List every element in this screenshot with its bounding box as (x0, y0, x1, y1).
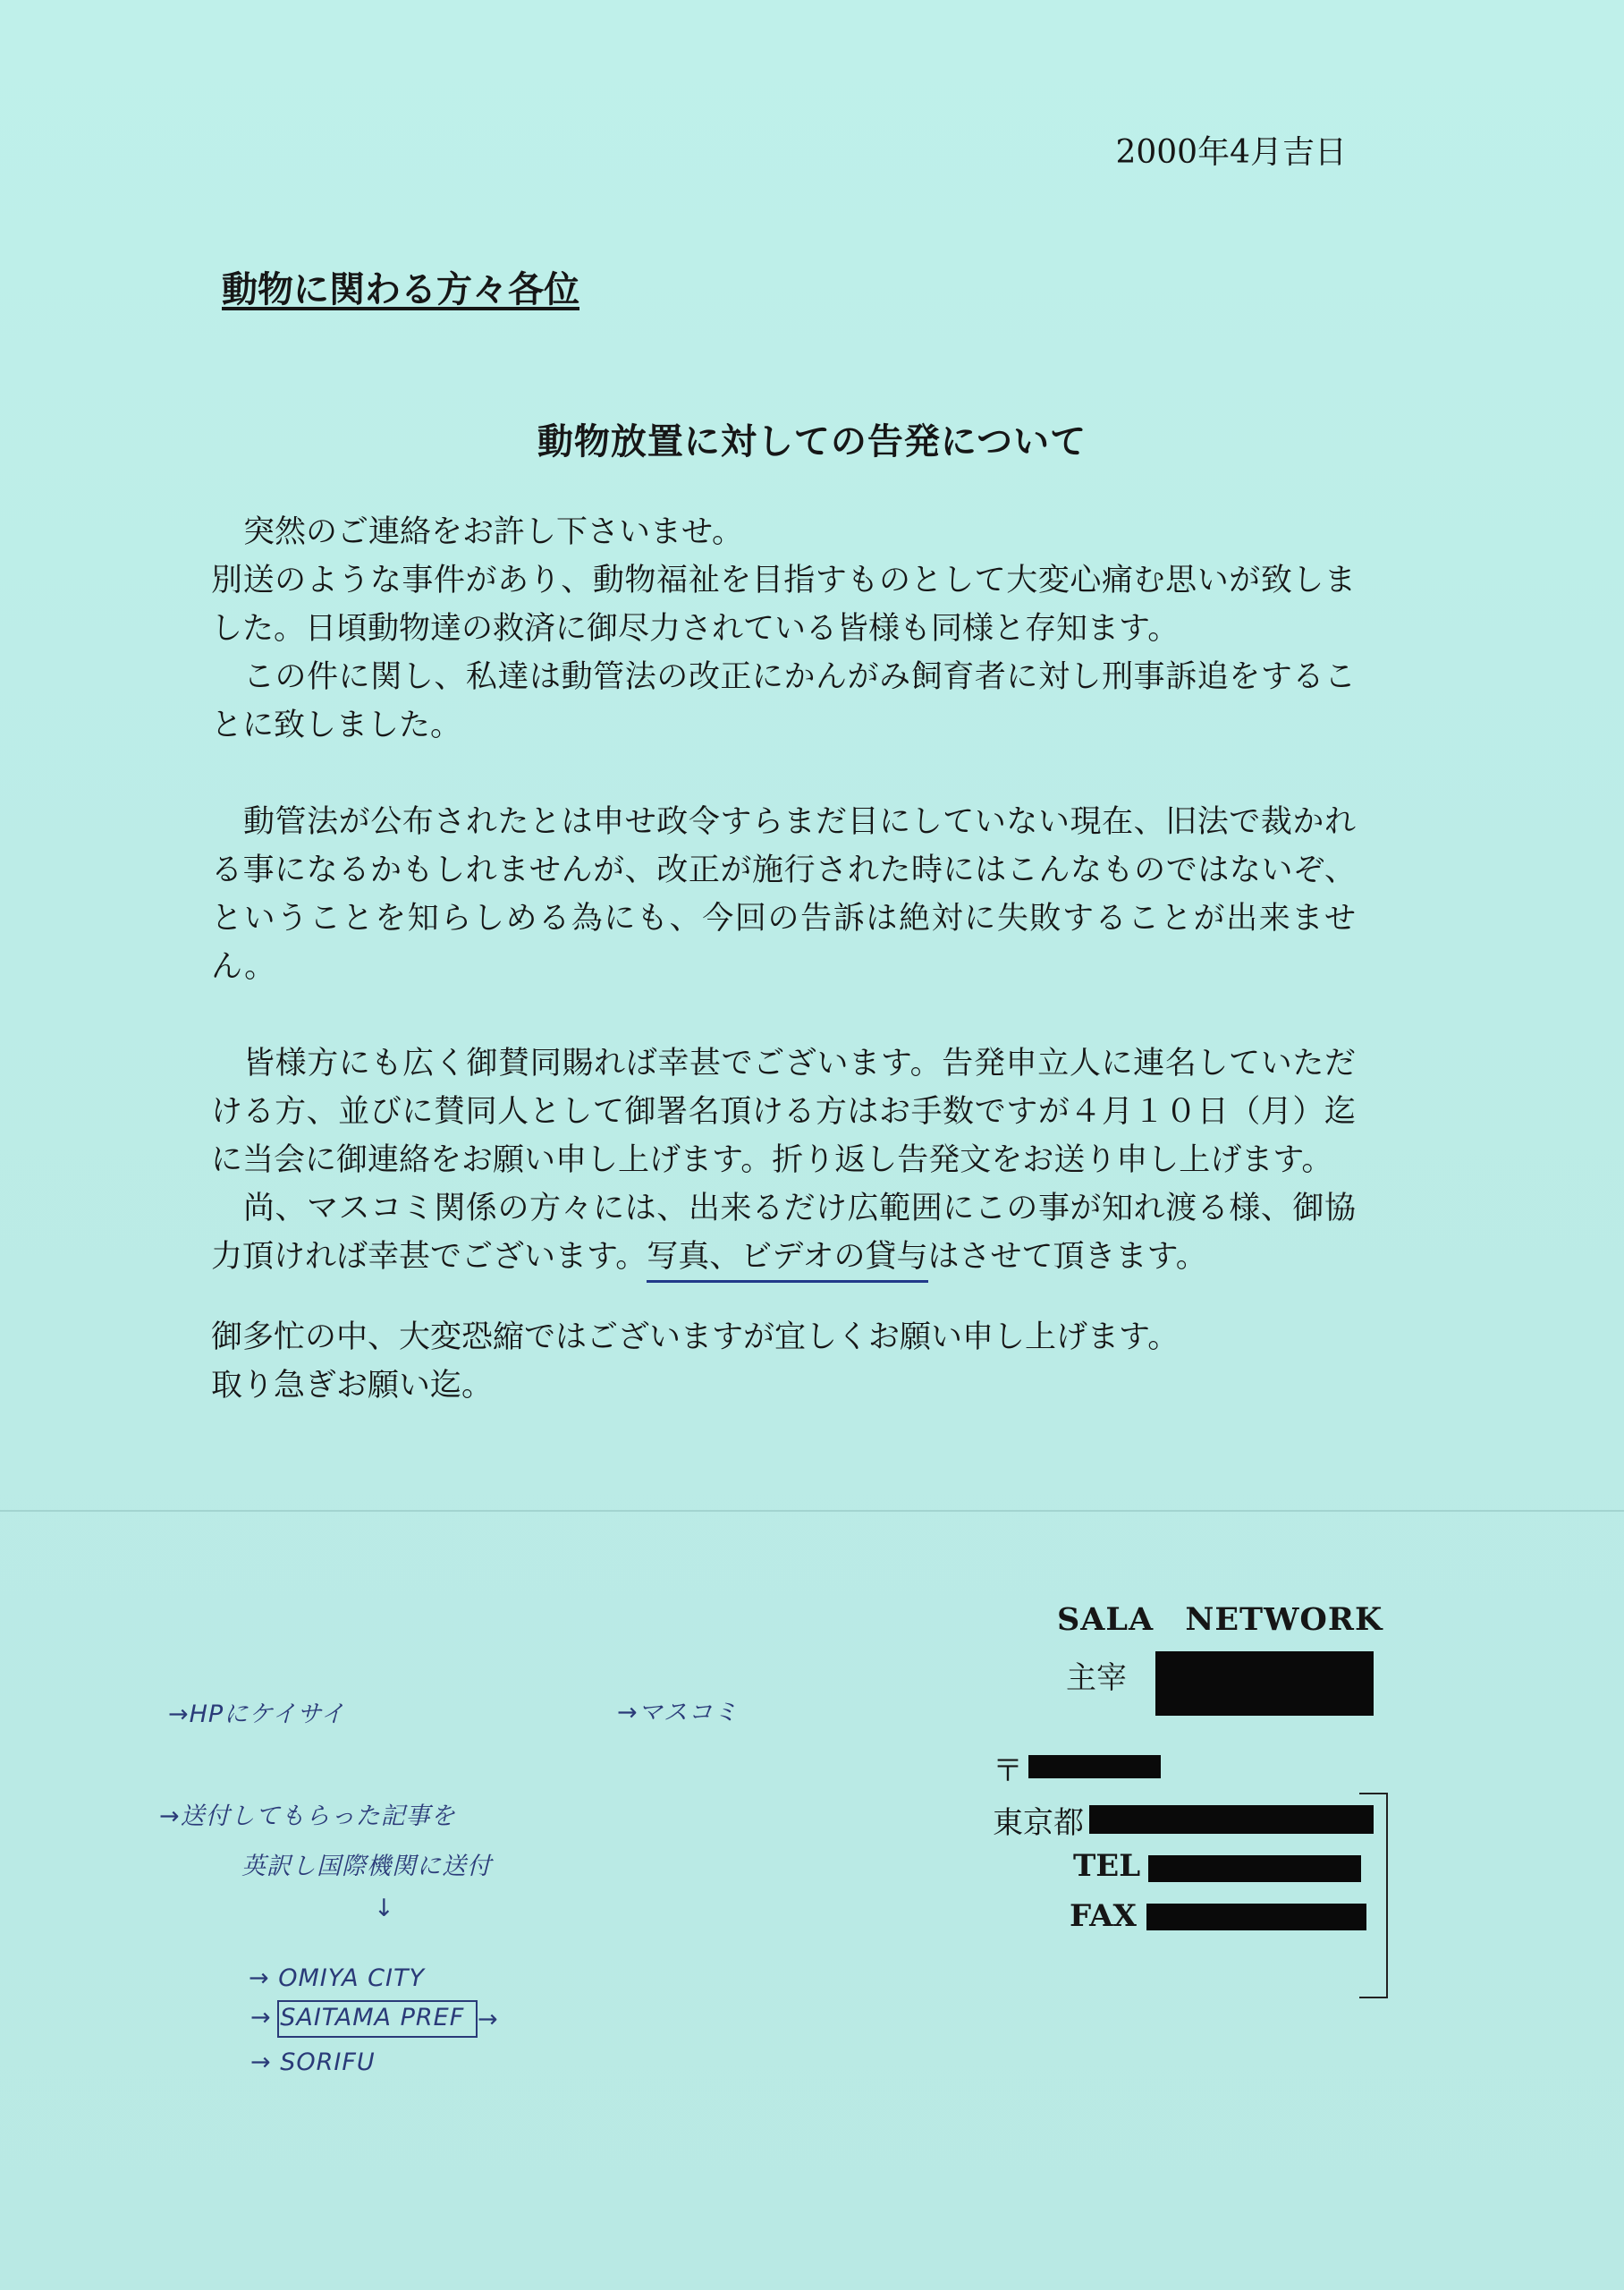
note-hp: →HPにケイサイ (168, 1701, 346, 1728)
note-omiya: → OMIYA CITY (249, 1964, 425, 1992)
paragraph-4: 動管法が公布されたとは申せ政令すらまだ目にしていない現在、旧法で裁かれる事になるかもしれませんが、改正が施行された時にはこんなものではないぞ、ということを知らしめる為にも、今回の告訴は絶対に失敗することが出来ません。 (211, 804, 1356, 985)
note-articles: →送付してもらった記事を (159, 1802, 456, 1830)
sender-role-label: 主宰 (1066, 1660, 1127, 1696)
paragraph-6-text: 尚、マスコミ関係の方々には、出来るだけ広範囲にこの事が知れ渡る様、御協力頂ければ幸甚でございます。 (211, 1191, 1356, 1275)
address-label: 東京都 (993, 1805, 1084, 1841)
note-down-arrow: ↓ (374, 1895, 395, 1922)
paper-fold-line (0, 1510, 1624, 1512)
letter-addressee: 動物に関わる方々各位 (222, 269, 579, 310)
redaction-fax (1146, 1904, 1366, 1930)
paragraph-5: 皆様方にも広く御賛同賜れば幸甚でございます。告発申立人に連名していただける方、並びに賛同人として御署名頂ける方はお手数ですが４月１０日（月）迄に当会に御連絡をお願い申し上げます。折り返し告発文をお送り申し上げます。 (211, 1046, 1357, 1178)
redaction-name (1155, 1651, 1374, 1716)
paragraph-3: この件に関し、私達は動管法の改正にかんがみ飼育者に対し刑事訴追をすることに致しました。 (211, 659, 1356, 743)
postal-label: 〒 (993, 1753, 1023, 1789)
redaction-postal (1028, 1755, 1161, 1778)
note-box-arrow: → (478, 2006, 499, 2033)
paragraph-7: 御多忙の中、大変恐縮ではございますが宜しくお願い申し上げます。 (211, 1319, 1180, 1355)
handwritten-bracket (1359, 1793, 1388, 1998)
redaction-address (1089, 1805, 1374, 1834)
fax-label: FAX (1070, 1898, 1137, 1934)
paragraph-1: 突然のご連絡をお許し下さいませ。 (243, 514, 743, 550)
sender-org: SALA NETWORK (1057, 1601, 1383, 1638)
note-sorifu: → SORIFU (250, 2048, 376, 2076)
letter-subject: 動物放置に対しての告発について (537, 421, 1087, 462)
paragraph-8: 取り急ぎお願い迄。 (211, 1368, 494, 1404)
underlined-phrase: 写真、ビデオの貸与 (647, 1239, 927, 1283)
note-translate: 英訳し国際機関に送付 (241, 1853, 492, 1880)
tel-label: TEL (1073, 1848, 1141, 1884)
letter-date: 2000年4月吉日 (1115, 134, 1347, 171)
note-saitama: → SAITAMA PREF (250, 2004, 465, 2031)
paragraph-6-tail: はさせて頂きます。 (927, 1239, 1207, 1275)
note-media: →マスコミ (617, 1699, 739, 1726)
redaction-tel (1148, 1855, 1361, 1882)
paragraph-2: 別送のような事件があり、動物福祉を目指すものとして大変心痛む思いが致しました。日頃動物達の救済に御尽力されている皆様も同様と存知ます。 (211, 563, 1356, 647)
letter-body (211, 508, 1356, 1410)
paragraph-6 (211, 1184, 1356, 1281)
